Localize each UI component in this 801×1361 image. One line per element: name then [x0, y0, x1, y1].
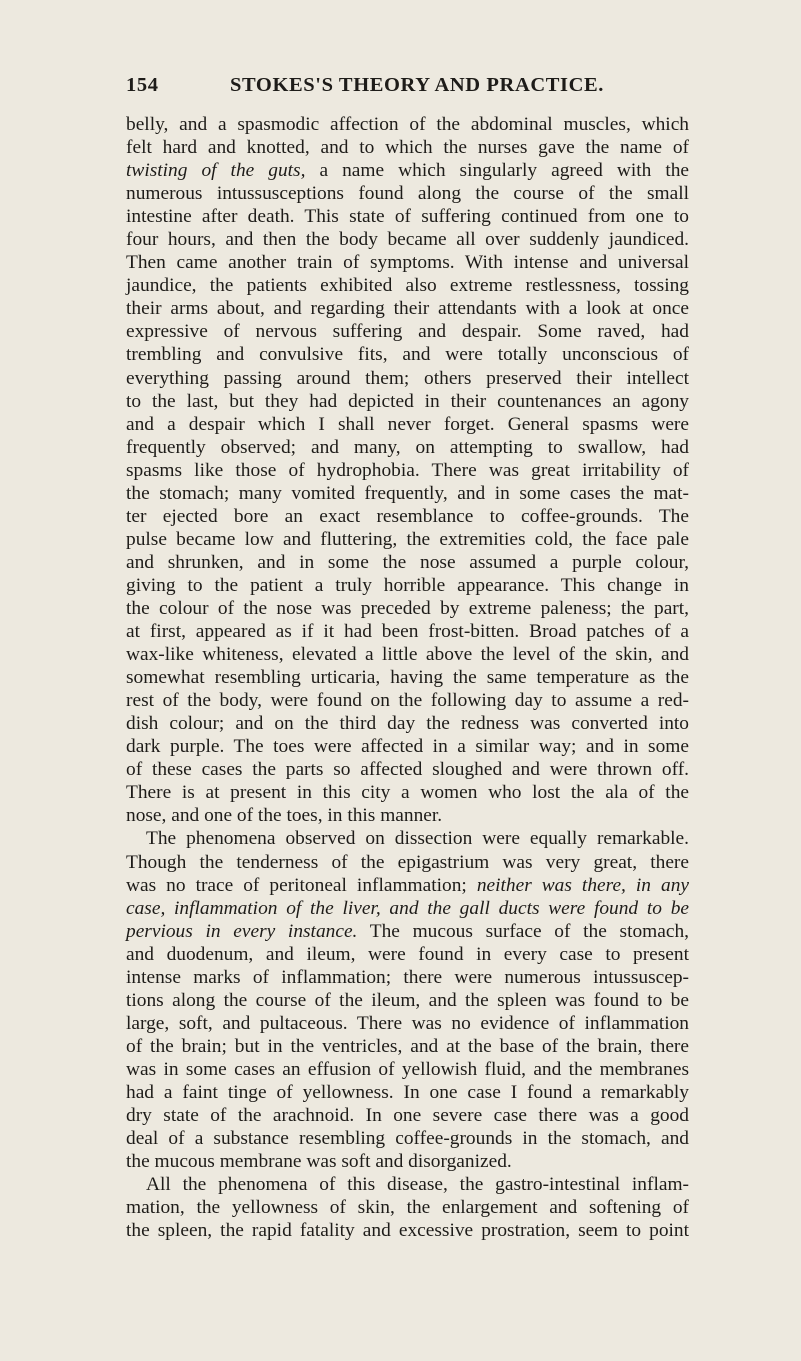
text-segment: a name which singularly agreed with the: [305, 160, 690, 182]
text-segment: numerous intussusceptions found along the course of the small: [126, 183, 689, 205]
text-segment: deal of a substance resembling coffee-grounds in the stomach, and: [126, 1128, 689, 1150]
text-line: [126, 528, 689, 551]
text-segment: their arms about, and regarding their attendants with a look at once: [126, 298, 689, 320]
text-line: [126, 113, 689, 136]
italic-text: neither was there, in any: [476, 874, 689, 896]
text-segment: everything passing around them; others preserved their intellect: [126, 367, 689, 389]
text-segment: dish colour; and on the third day the redness was converted into: [126, 713, 689, 735]
text-segment: belly, and a spasmodic affection of the abdominal muscles, which: [126, 114, 689, 135]
text-line: [126, 413, 689, 436]
text-segment: was in some cases an effusion of yellowish fluid, and the membranes: [126, 1058, 689, 1080]
text-segment: Though the tenderness of the epigastrium was very great, there: [126, 851, 689, 873]
text-line: [126, 390, 689, 413]
text-line: [126, 505, 689, 528]
text-segment: four hours, and then the body became all over suddenly jaundiced.: [126, 229, 689, 251]
text-line: [126, 597, 689, 620]
text-line: [126, 1012, 689, 1035]
text-segment: intestine after death. This state of suffering continued from one to: [126, 206, 689, 228]
text-segment: pulse became low and fluttering, the extremities cold, the face pale: [126, 528, 689, 550]
text-segment: The phenomena observed on dissection were equally remarkable.: [146, 828, 689, 850]
text-segment: of the brain; but in the ventricles, and at the base of the brain, there: [126, 1035, 689, 1057]
text-segment: There is at present in this city a women who lost the ala of the: [126, 782, 689, 804]
italic-text: pervious in every instance.: [126, 920, 358, 942]
text-line: [126, 367, 689, 390]
text-line: [126, 482, 689, 505]
text-line: [126, 643, 689, 666]
text-line: [126, 781, 689, 804]
running-title: STOKES'S THEORY AND PRACTICE.: [230, 74, 605, 96]
text-line: [126, 874, 689, 897]
text-line: [126, 666, 689, 689]
text-line: [126, 136, 689, 159]
text-segment: spasms like those of hydrophobia. There was great irritability of: [126, 459, 689, 481]
text-segment: the mucous membrane was soft and disorganized.: [126, 1151, 512, 1173]
text-segment: jaundice, the patients exhibited also extreme restlessness, tossing: [126, 275, 689, 297]
text-line: [126, 1058, 689, 1081]
text-line: [126, 574, 689, 597]
text-segment: ter ejected bore an exact resemblance to coffee-grounds. The: [126, 505, 689, 527]
text-line: [126, 689, 689, 712]
italic-text: case, inflammation of the liver, and the gall ducts were found to be: [126, 897, 689, 919]
text-line: [126, 1173, 689, 1196]
text-line: [126, 897, 689, 920]
text-segment: the stomach; many vomited frequently, and in some cases the mat-: [126, 482, 689, 504]
text-line: [126, 1104, 689, 1127]
text-segment: Then came another train of symptoms. With intense and universal: [126, 252, 689, 274]
text-line: [126, 920, 689, 943]
text-segment: dark purple. The toes were affected in a similar way; and in some: [126, 736, 689, 758]
text-line: [126, 1127, 689, 1150]
text-line: [126, 459, 689, 482]
text-line: [126, 966, 689, 989]
text-line: [126, 251, 689, 274]
text-segment: tions along the course of the ileum, and the spleen was found to be: [126, 989, 689, 1011]
text-segment: mation, the yellowness of skin, the enlargement and softening of: [126, 1197, 689, 1219]
running-header: [126, 74, 692, 102]
text-segment: and a despair which I shall never forget. General spasms were: [126, 413, 689, 435]
text-line: [126, 712, 689, 735]
text-segment: at first, appeared as if it had been frost-bitten. Broad patches of a: [126, 621, 689, 643]
text-segment: was no trace of peritoneal inflammation;: [126, 874, 477, 896]
text-segment: somewhat resembling urticaria, having the same temperature as the: [126, 667, 689, 689]
text-line: [126, 758, 689, 781]
text-segment: had a faint tinge of yellowness. In one case I found a remarkably: [126, 1081, 689, 1103]
text-segment: All the phenomena of this disease, the gastro-intestinal inflam-: [146, 1174, 689, 1196]
body-text: [126, 113, 689, 1242]
text-line: [126, 1196, 689, 1219]
text-line: [126, 205, 689, 228]
text-line: [126, 989, 689, 1012]
text-segment: wax-like whiteness, elevated a little above the level of the skin, and: [126, 644, 689, 666]
text-line: [126, 159, 689, 182]
text-line: [126, 735, 689, 758]
text-segment: the spleen, the rapid fatality and excessive prostration, seem to point: [126, 1220, 689, 1242]
text-segment: intense marks of inflammation; there were numerous intussuscep-: [126, 966, 689, 988]
text-line: [126, 943, 689, 966]
text-segment: rest of the body, were found on the following day to assume a red-: [126, 690, 689, 712]
page-number: 154: [126, 74, 159, 96]
text-segment: trembling and convulsive fits, and were totally unconscious of: [126, 344, 689, 366]
text-line: [126, 436, 689, 459]
text-line: [126, 343, 689, 366]
text-line: [126, 297, 689, 320]
text-segment: dry state of the arachnoid. In one severe case there was a good: [126, 1105, 689, 1127]
text-segment: giving to the patient a truly horrible appearance. This change in: [126, 574, 689, 596]
text-line: [126, 274, 689, 297]
text-line: [126, 851, 689, 874]
text-line: [126, 827, 689, 850]
text-line: [126, 1150, 689, 1173]
text-segment: felt hard and knotted, and to which the nurses gave the name of: [126, 137, 689, 159]
text-segment: and shrunken, and in some the nose assumed a purple colour,: [126, 551, 689, 573]
text-segment: to the last, but they had depicted in their countenances an agony: [126, 390, 689, 412]
text-segment: large, soft, and pultaceous. There was no evidence of inflammation: [126, 1012, 689, 1034]
text-line: [126, 182, 689, 205]
text-line: [126, 1219, 689, 1242]
text-line: [126, 228, 689, 251]
text-segment: the colour of the nose was preceded by extreme paleness; the part,: [126, 597, 689, 619]
text-segment: The mucous surface of the stomach,: [357, 920, 689, 942]
text-segment: nose, and one of the toes, in this manner.: [126, 805, 443, 827]
italic-text: twisting of the guts,: [126, 160, 306, 182]
text-segment: and duodenum, and ileum, were found in every case to present: [126, 943, 689, 965]
text-line: [126, 320, 689, 343]
text-line: [126, 804, 689, 827]
text-segment: of these cases the parts so affected sloughed and were thrown off.: [126, 759, 689, 781]
text-line: [126, 620, 689, 643]
text-segment: frequently observed; and many, on attempting to swallow, had: [126, 436, 689, 458]
text-line: [126, 1035, 689, 1058]
text-line: [126, 1081, 689, 1104]
text-segment: expressive of nervous suffering and despair. Some raved, had: [126, 321, 689, 343]
text-line: [126, 551, 689, 574]
